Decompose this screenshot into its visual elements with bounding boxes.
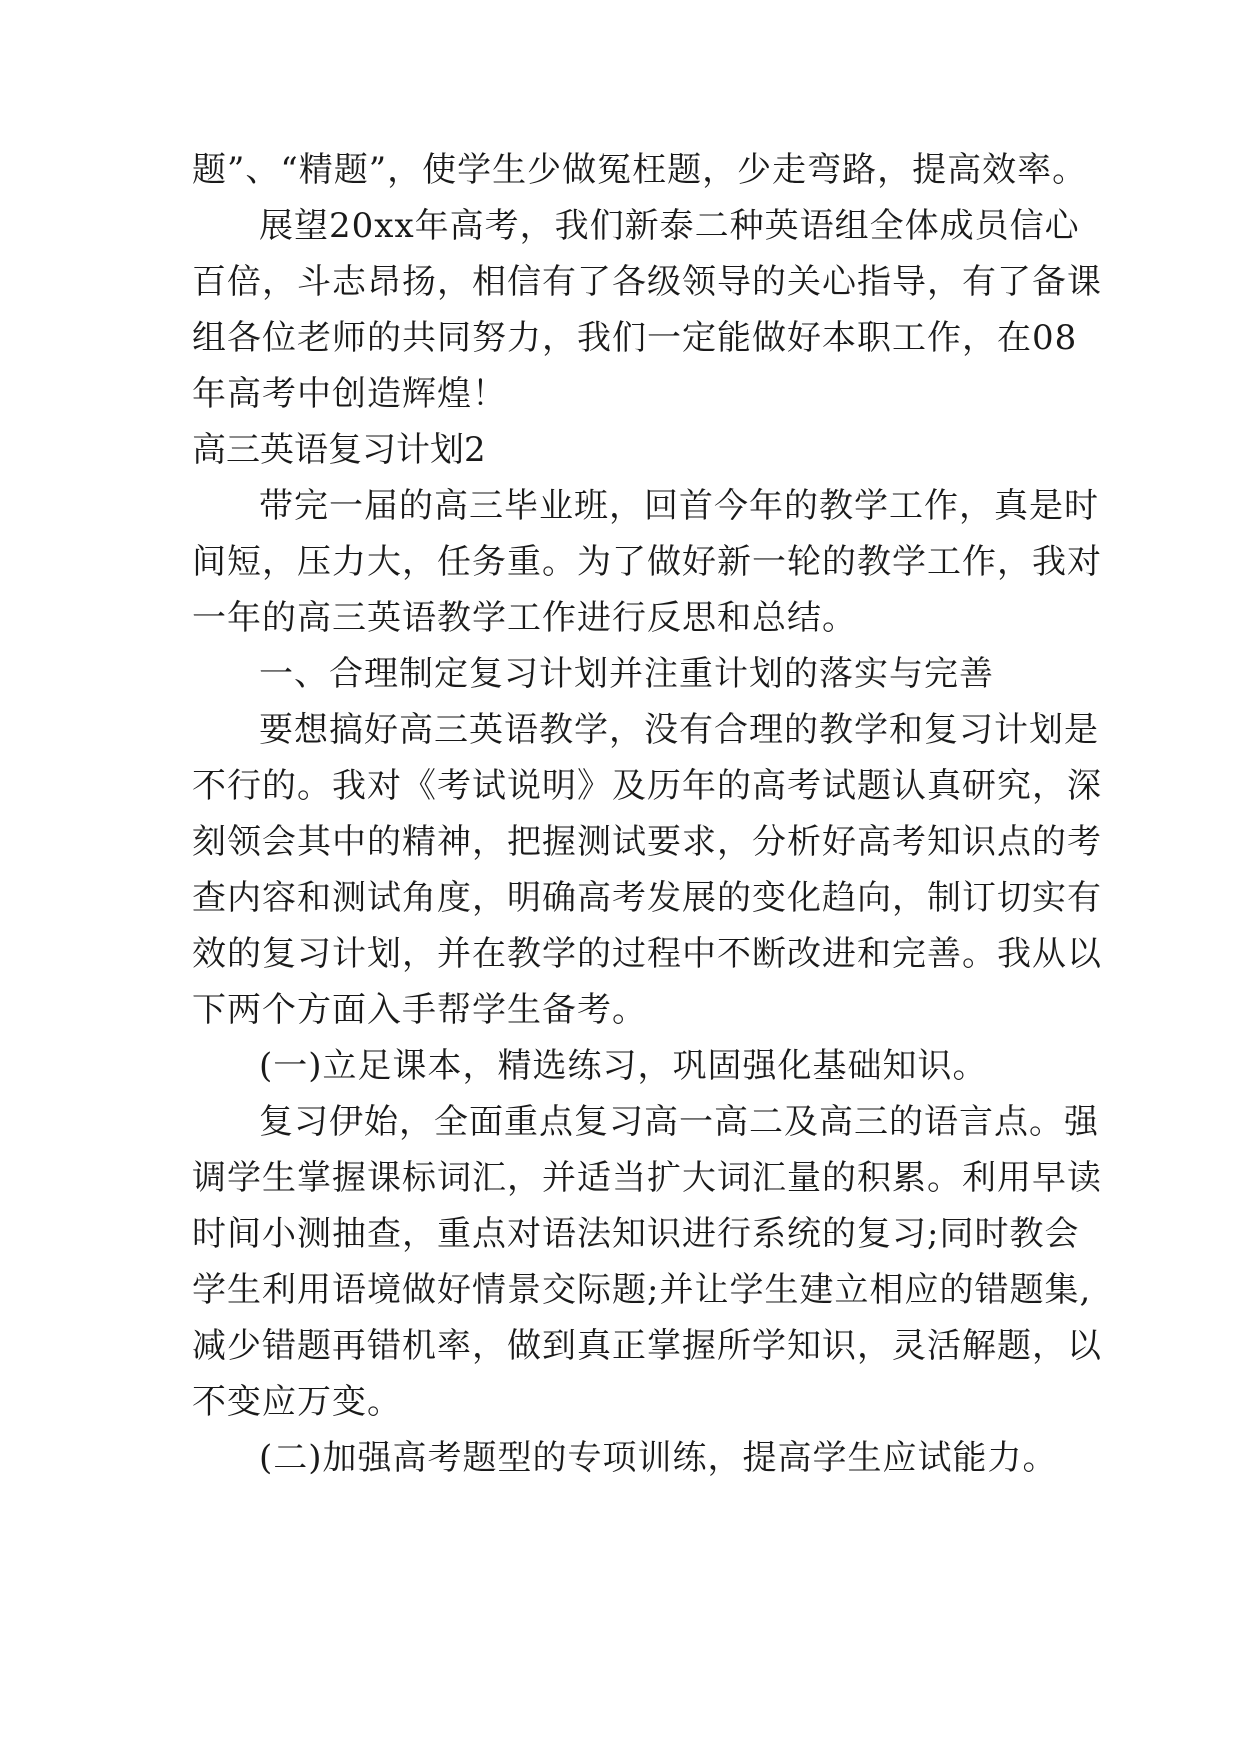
paragraph-line: 效的复习计划，并在教学的过程中不断改进和完善。我从以	[192, 934, 1102, 974]
paragraph-line: 调学生掌握课标词汇，并适当扩大词汇量的积累。利用早读	[192, 1158, 1102, 1198]
paragraph-line: 学生利用语境做好情景交际题;并让学生建立相应的错题集,	[192, 1270, 1092, 1310]
paragraph-line: 百倍，斗志昂扬，相信有了各级领导的关心指导，有了备课	[192, 262, 1102, 302]
paragraph-line: 刻领会其中的精神，把握测试要求，分析好高考知识点的考	[192, 822, 1102, 862]
paragraph-line: 年高考中创造辉煌！	[192, 374, 507, 414]
paragraph-line: 展望20xx年高考，我们新泰二种英语组全体成员信心	[259, 206, 1080, 246]
paragraph-line: 查内容和测试角度，明确高考发展的变化趋向，制订切实有	[192, 878, 1102, 918]
paragraph-line: 要想搞好高三英语教学，没有合理的教学和复习计划是	[259, 710, 1099, 750]
paragraph-line: 时间小测抽查，重点对语法知识进行系统的复习;同时教会	[192, 1214, 1080, 1254]
section-heading: 高三英语复习计划2	[192, 430, 486, 470]
paragraph-line: 题”、“精题”，使学生少做冤枉题，少走弯路，提高效率。	[192, 150, 1088, 190]
paragraph-line: 下两个方面入手帮学生备考。	[192, 990, 647, 1030]
subsection-heading: (一)立足课本，精选练习，巩固强化基础知识。	[259, 1046, 988, 1086]
paragraph-line: 带完一届的高三毕业班，回首今年的教学工作，真是时	[259, 486, 1099, 526]
paragraph-line: 减少错题再错机率，做到真正掌握所学知识，灵活解题，以	[192, 1326, 1102, 1366]
paragraph-line: 一年的高三英语教学工作进行反思和总结。	[192, 598, 857, 638]
paragraph-line: 不行的。我对《考试说明》及历年的高考试题认真研究，深	[192, 766, 1102, 806]
subsection-heading: (二)加强高考题型的专项训练，提高学生应试能力。	[259, 1438, 1058, 1478]
paragraph-line: 不变应万变。	[192, 1382, 402, 1422]
paragraph-line: 组各位老师的共同努力，我们一定能做好本职工作，在08	[192, 318, 1078, 358]
subsection-heading: 一、合理制定复习计划并注重计划的落实与完善	[259, 654, 994, 694]
paragraph-line: 复习伊始，全面重点复习高一高二及高三的语言点。强	[259, 1102, 1099, 1142]
paragraph-line: 间短，压力大，任务重。为了做好新一轮的教学工作，我对	[192, 542, 1102, 582]
